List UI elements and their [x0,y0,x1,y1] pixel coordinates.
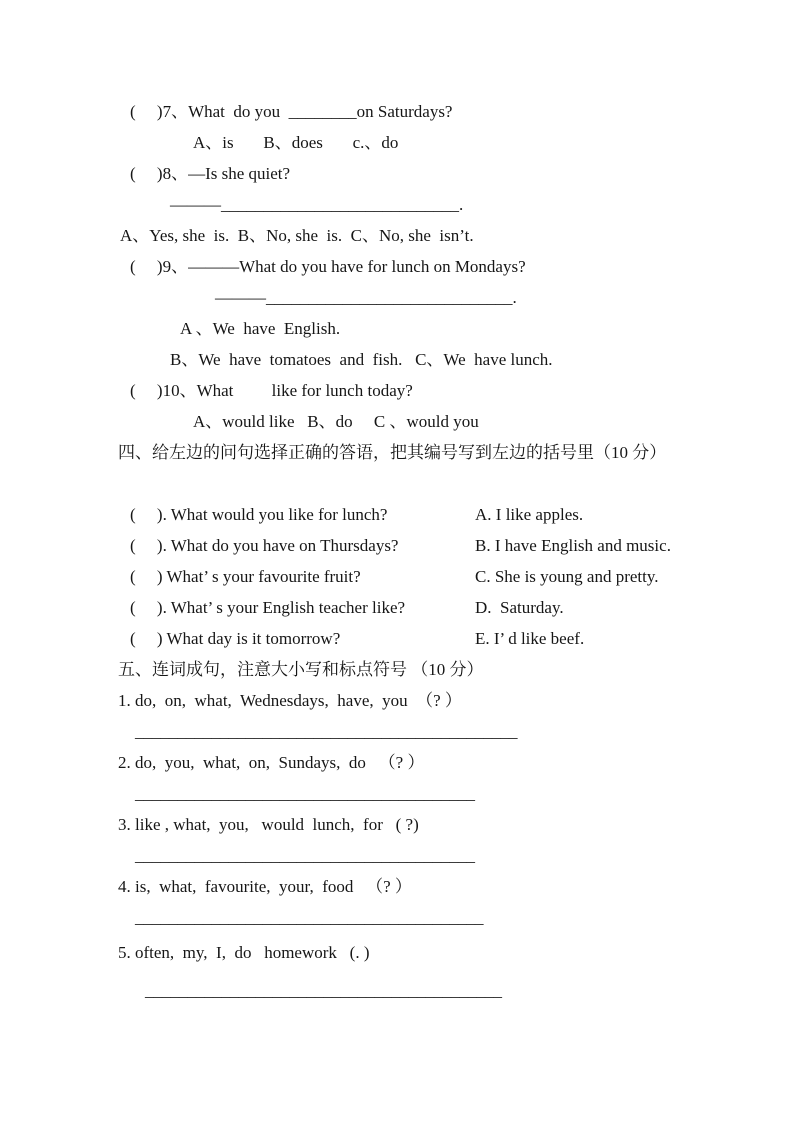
question-9-answer-blank: ———_____________________________. [215,288,517,307]
match-row [130,499,763,530]
question-8-answer-blank: ———____________________________. [170,195,464,214]
question-8: ( )8、—Is she quiet? [130,164,291,183]
rearrange-item-3-writing-line: ________________________________________ [135,846,475,865]
matching-section [118,437,763,654]
match-row [130,561,763,592]
rearrange-section-title: 五、连词成句，注意大小写和标点符号 （10 分） [118,660,484,679]
match-question: ( ). What would you like for lunch? [130,505,388,524]
question-10-options: A、would like B、do C 、would you [193,412,479,431]
question-7: ( )7、What do you ________on Saturdays? [130,102,453,121]
question-9-option-a: A 、We have English. [180,319,341,338]
match-row [130,623,763,654]
rearrange-item-4: 4. is, what, favourite, your, food （? ） [118,877,412,896]
match-question: ( ) What day is it tomorrow? [130,629,341,648]
match-answer: B. I have English and music. [475,536,671,555]
matching-section-title: 四、给左边的问句选择正确的答语，把其编号写到左边的括号里（10 分） [118,443,667,462]
match-question: ( ). What do you have on Thursdays? [130,536,399,555]
question-9: ( )9、———What do you have for lunch on Mondays? [130,257,526,276]
rearrange-item-2-writing-line: ________________________________________ [135,784,475,803]
question-8-options: A、Yes, she is. B、No, she is. C、No, she isn’t. [120,226,474,245]
match-question: ( ). What’ s your English teacher like? [130,598,406,617]
match-row [130,592,763,623]
question-10: ( )10、What like for lunch today? [130,381,413,400]
match-answer: C. She is young and pretty. [475,567,659,586]
question-7-options: A、is B、does c.、do [193,133,399,152]
rearrange-item-4-writing-line: _________________________________________ [135,908,484,927]
match-answer: D. Saturday. [475,598,564,617]
question-9-options-bc: B、We have tomatoes and fish. C、We have lunch. [170,350,553,369]
match-answer: A. I like apples. [475,505,584,524]
multiple-choice-section [118,96,763,437]
rearrange-item-1-writing-line: _____________________________________________ [135,722,518,741]
rearrange-item-5-writing-line: __________________________________________ [145,981,502,1000]
rearrange-item-5: 5. often, my, I, do homework (. ) [118,943,370,962]
rearrange-item-2: 2. do, you, what, on, Sundays, do （? ） [118,753,425,772]
match-question: ( ) What’ s your favourite fruit? [130,567,361,586]
rearrange-section [118,654,763,1006]
rearrange-item-1: 1. do, on, what, Wednesdays, have, you （? ） [118,691,462,710]
match-row [130,530,763,561]
match-answer: E. I’ d like beef. [475,629,585,648]
rearrange-item-3: 3. like , what, you, would lunch, for ( ?) [118,815,419,834]
